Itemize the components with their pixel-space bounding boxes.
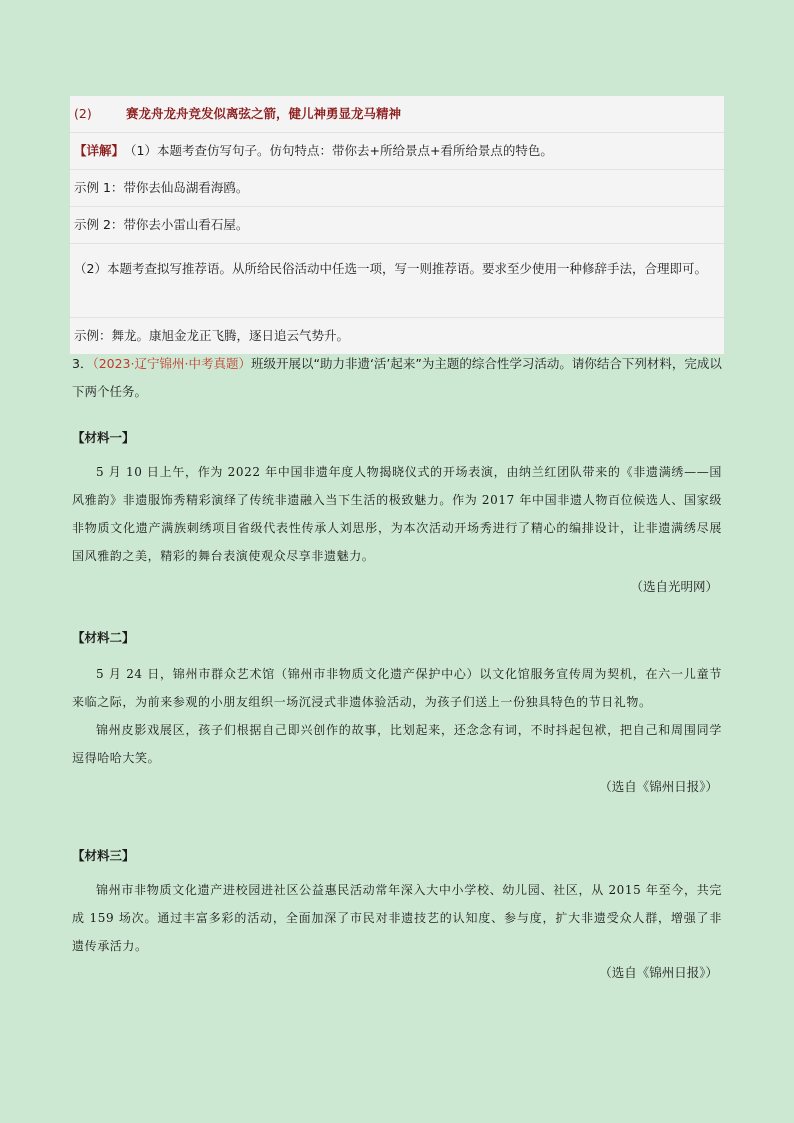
material-3 [72,842,722,986]
example-3-text: 示例：舞龙。康旭金龙正飞腾，逐日追云气势升。 [74,328,350,343]
answer-number: (2) [74,106,92,121]
answer-text: 赛龙舟龙舟竞发似离弦之箭，健儿神勇显龙马精神 [126,106,402,121]
question-stem [72,350,722,406]
example-1 [70,170,724,207]
question-3 [72,350,722,406]
part-2-text: （2）本题考查拟写推荐语。从所给民俗活动中任选一项，写一则推荐语。要求至少使用一种修辞手法，合理即可。 [74,261,707,276]
answer-line-1 [70,96,724,133]
material-3-title: 【材料三】 [72,848,135,863]
material-3-text: 锦州市非物质文化遗产进校园进社区公益惠民活动常年深入大中小学校、幼儿园、社区，从 2015 年至今，共完成 159 场次。通过丰富多彩的活动，全面加深了市民对非遗技艺的认知度、参与度，扩大非遗受众人群，增强了非遗传承活力。 [72,883,722,953]
material-1-text: 5 月 10 日上午，作为 2022 年中国非遗年度人物揭晓仪式的开场表演，由纳兰红团队带来的《非遗满绣——国风雅韵》非遗服饰秀精彩演绎了传统非遗融入当下生活的极致魅力。作为 2017 年中国非遗人物百位候选人、国家级非物质文化遗产满族刺绣项目省级代表性传承人刘思彤，为本次活动开场秀进行了精心的编排设计，让非遗满绣尽展国风雅韵之美，精彩的舞台表演使观众尽享非遗魅力。 [72,465,722,563]
material-1 [72,424,722,604]
example-2 [70,207,724,244]
material-2-title: 【材料二】 [72,630,135,645]
material-2-text-2: 锦州皮影戏展区，孩子们根据自己即兴创作的故事，比划起来，还念念有词，不时抖起包袱，把自己和周围同学逗得哈哈大笑。 [72,723,722,765]
material-1-title: 【材料一】 [72,430,135,445]
example-3 [70,318,724,354]
detail-row [70,133,724,170]
question-number: 3． [72,356,93,371]
material-3-source: （选自《锦州日报》） [599,965,718,980]
detail-text: （1）本题考查仿写句子。仿句特点：带你去+所给景点+看所给景点的特色。 [124,143,553,158]
example-1-text: 示例 1：带你去仙岛湖看海鸥。 [74,180,249,195]
material-2-text-1: 5 月 24 日，锦州市群众艺术馆（锦州市非物质文化遗产保护中心）以文化馆服务宣传周为契机，在六一儿童节来临之际，为前来参观的小朋友组织一场沉浸式非遗体验活动，为孩子们送上一份独具特色的节日礼物。 [72,667,722,709]
question-source: （2023·辽宁锦州·中考真题） [92,356,251,371]
material-2-source: （选自《锦州日报》） [599,779,718,794]
question-text: 班级开展以“助力非遗‘活’起来”为主题的综合性学习活动。请你结合下列材料，完成以下两个任务。 [72,356,722,399]
detail-label: 【详解】 [74,143,125,158]
material-1-source: （选自光明网） [630,579,718,594]
answer-box [70,96,724,354]
material-2 [72,624,722,802]
example-2-text: 示例 2：带你去小雷山看石屋。 [74,217,249,232]
part-2-explanation [70,244,724,318]
